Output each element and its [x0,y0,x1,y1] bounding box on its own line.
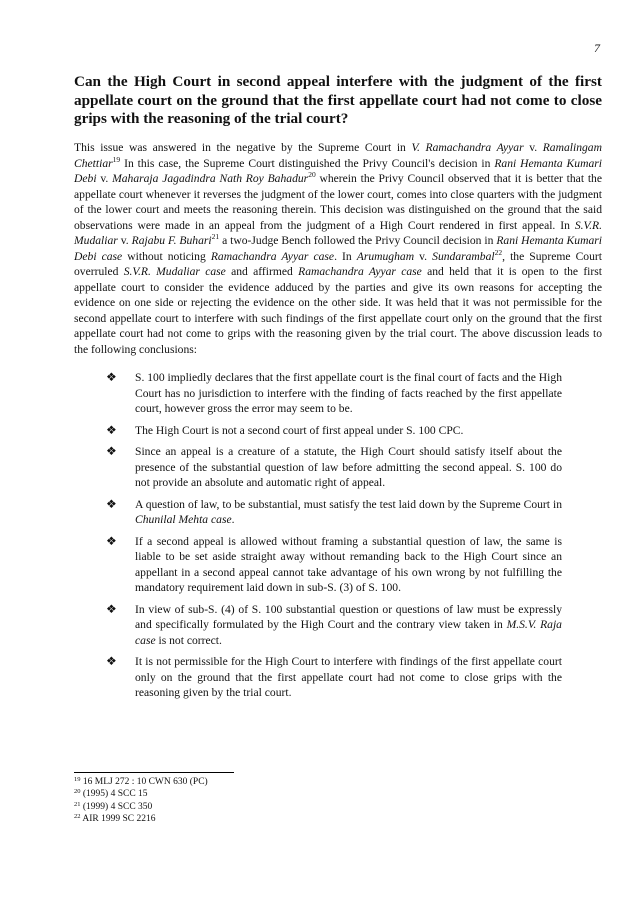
diamond-bullet-icon: ❖ [106,370,117,384]
list-item: ❖ A question of law, to be substantial, must satisfy the test laid down by the Supreme Court in Chunilal Mehta case. [106,496,562,526]
case-name: S.V.R. Mudaliar [74,218,602,247]
case-name: Rani Hemanta Kumari Debi [74,156,602,185]
footnote-ref[interactable]: 21 [211,232,220,241]
case-name: S.V.R. Mudaliar case [123,265,226,278]
section-heading: Can the High Court in second appeal interfere with the judgment of the first appellate court on the ground that the first appellate court had not come to close grips with the reasoning of the trial court? [74,73,602,127]
case-name: M.S.V. Raja case [135,618,562,647]
case-name: V. Ramachandra Ayyar [411,141,524,154]
footnote-ref[interactable]: 22 [494,247,503,257]
case-name: Maharaja Jagadindra Nath Roy Bahadur [112,172,309,185]
case-name: Rani Hemanta Kumari Debi case [74,234,602,263]
list-item: ❖ It is not permissible for the High Court to interfere with findings of the first appellate court only on the ground that the first appellate court had not come to close grips with the reasoning given by the trial court. [106,654,562,699]
footnote: $^{22}$ AIR 1999 SC 2216 [74,812,156,824]
case-name: Ramachandra Ayyar case [298,265,422,278]
case-name: Ramalingam Chettiar [74,141,602,170]
list-item: ❖ In view of sub-S. (4) of S. 100 substantial question or questions of law must be expressly and specifically formulated by the High Court and the contrary view taken in M.S.V. Raja case is not correct. [106,601,562,647]
footnote-divider [74,772,234,773]
footnote-ref[interactable]: 20 [308,170,316,179]
footnote: $^{21}$ (1999) 4 SCC 350 [74,800,153,812]
case-name: Chunilal Mehta case [135,513,232,526]
diamond-bullet-icon: ❖ [106,496,117,511]
footnotes [74,776,474,825]
diamond-bullet-icon: ❖ [106,422,117,437]
diamond-bullet-icon: ❖ [106,601,117,616]
footnote: $^{19}$ 16 MLJ 272 : 10 CWN 630 (PC) [74,776,208,787]
footnote-ref[interactable]: 19 [112,154,121,164]
body-paragraph: This issue was answered in the negative by the Supreme Court in V. Ramachandra Ayyar v. Ramalingam Chettiar$^{19}$ In this case, the Supreme Court distinguished the Privy Council's decision in Rani Hemanta Kumari Debi v. Maharaja Jagadindra Nath Roy Bahadur$^{20}$ wherein the Privy Council observed that it is better that the appellate court whenever it reverses the judgment of the lower court, comes into close quarters with the judgment of the lower court and meets the reasoning therein. This decision was distinguished on the ground that the said observations were made in an appeal from the judgment of a High Court rendered in first appeal. In S.V.R. Mudaliar v. Rajabu F. Buhari$^{21}$ a two-Judge Bench followed the Privy Council decision in Rani Hemanta Kumari Debi case without noticing Ramachandra Ayyar case. In Arumugham v. Sundarambal$^{22}$, the Supreme Court overruled S.V.R. Mudaliar case and affirmed Ramachandra Ayyar case and held that it is open to the first appellate court to consider the evidence adduced by the parties and give its own reasons for accepting the evidence on one side or rejecting the evidence on the other side. It was held that it was not permissible for the second appellate court to interfere with such findings of the first appellate court only on the ground that the first appellate court had not come to grips with the reasoning given by the trial court. The above discussion leads to the following conclusions: [74,141,602,356]
diamond-bullet-icon: ❖ [106,533,117,548]
diamond-bullet-icon: ❖ [106,654,117,668]
conclusions-list [98,370,562,707]
diamond-bullet-icon: ❖ [106,444,117,458]
footnote: $^{20}$ (1995) 4 SCC 15 [74,788,148,800]
list-item: ❖ If a second appeal is allowed without framing a substantial question of law, the same is liable to be set aside straight away without remanding back to the High Court since an appellant in a second appeal cannot take advantage of his own wrong by not fulfilling the mandatory requirement laid down in sub-S. (3) of S. 100. [106,533,562,594]
list-item: ❖ Since an appeal is a creature of a statute, the High Court should satisfy itself about the presence of the substantial question of law before admitting the second appeal. S. 100 do not provide an absolute and automatic right of appeal. [106,444,562,489]
case-name: Sundarambal [432,249,495,263]
case-name: Rajabu F. Buhari [131,234,212,247]
list-item: ❖ S. 100 impliedly declares that the first appellate court is the final court of facts and the High Court has no jurisdiction to interfere with the finding of facts reached by the first appellate court, however gross the error may seem to be. [106,370,562,415]
case-name: Ramachandra Ayyar case [210,249,335,263]
case-name: Arumugham [356,249,415,263]
list-item: ❖ The High Court is not a second court of first appeal under S. 100 CPC. [106,422,464,437]
page-number: 7 [594,41,600,55]
